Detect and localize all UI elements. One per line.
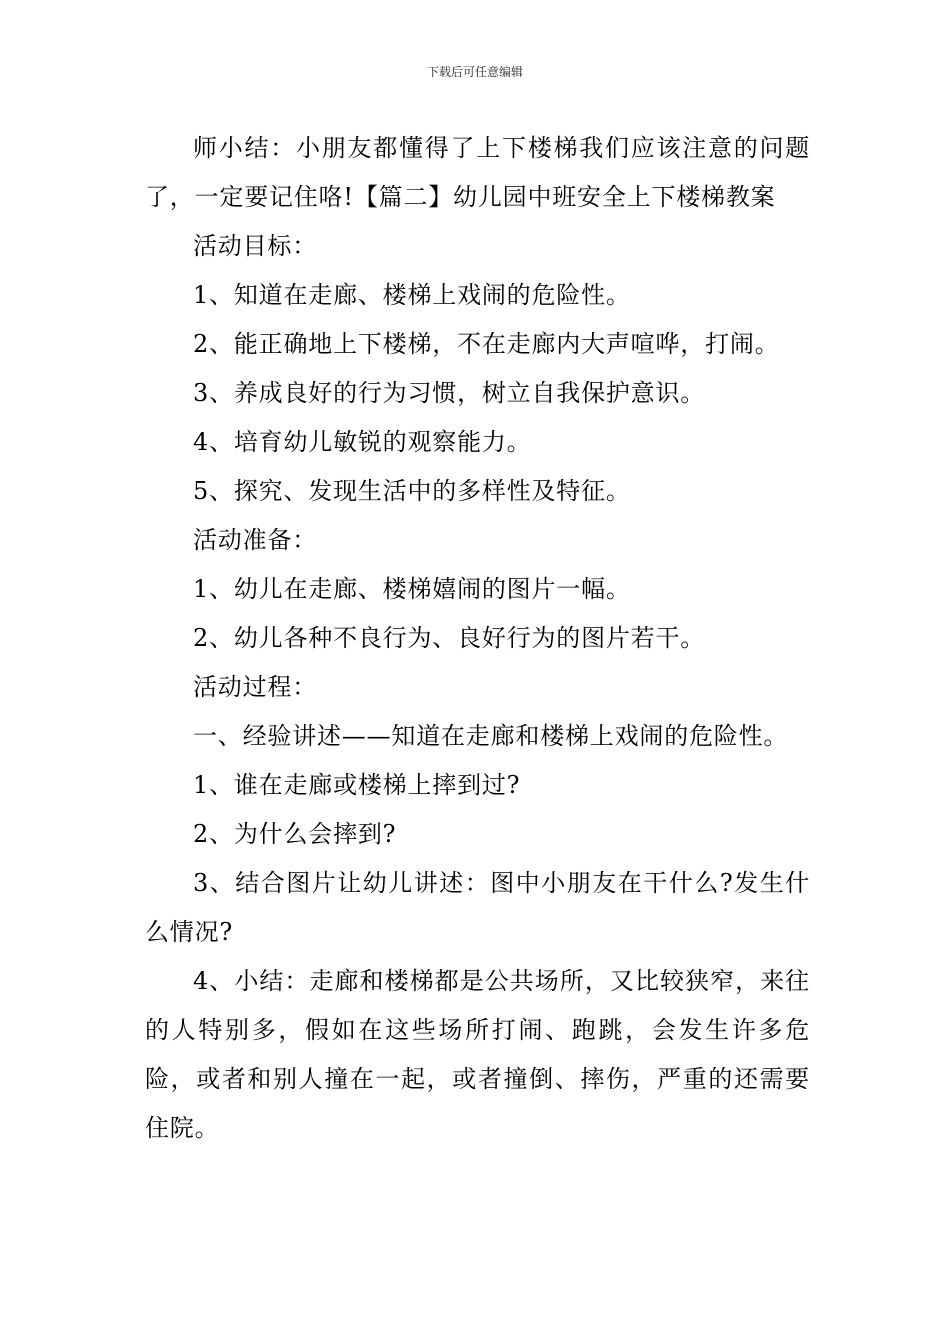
list-item: 1、幼儿在走廊、楼梯嬉闹的图片一幅。	[193, 575, 631, 603]
paragraph-summary: 师小结：小朋友都懂得了上下楼梯我们应该注意的问题了，一定要记住咯!【篇二】幼儿园中班安全上下楼梯教案	[145, 134, 810, 211]
page-header: 下载后可任意编辑	[426, 65, 523, 79]
list-item: 1、知道在走廊、楼梯上戏闹的危险性。	[193, 281, 631, 309]
list-item: 4、小结：走廊和楼梯都是公共场所，又比较狭窄，来往的人特别多，假如在这些场所打闹、跑跳，会发生许多危险，或者和别人撞在一起，或者撞倒、摔伤，严重的还需要住院。	[145, 967, 810, 1142]
list-item: 1、谁在走廊或楼梯上摔到过?	[193, 771, 521, 799]
list-item: 3、养成良好的行为习惯，树立自我保护意识。	[193, 379, 706, 407]
section-heading: 一、经验讲述——知道在走廊和楼梯上戏闹的危险性。	[193, 722, 789, 750]
list-item: 2、能正确地上下楼梯，不在走廊内大声喧哗，打闹。	[193, 330, 780, 358]
list-item: 2、幼儿各种不良行为、良好行为的图片若干。	[193, 624, 706, 652]
heading-activity-process: 活动过程：	[193, 673, 317, 701]
list-item: 4、培育幼儿敏锐的观察能力。	[193, 428, 532, 456]
heading-activity-preparation: 活动准备：	[193, 526, 317, 554]
list-item: 2、为什么会摔到?	[193, 820, 397, 848]
list-item: 3、结合图片让幼儿讲述：图中小朋友在干什么?发生什么情况?	[145, 869, 810, 946]
heading-activity-goals: 活动目标：	[193, 232, 317, 260]
document-body	[145, 124, 810, 1153]
list-item: 5、探究、发现生活中的多样性及特征。	[193, 477, 631, 505]
